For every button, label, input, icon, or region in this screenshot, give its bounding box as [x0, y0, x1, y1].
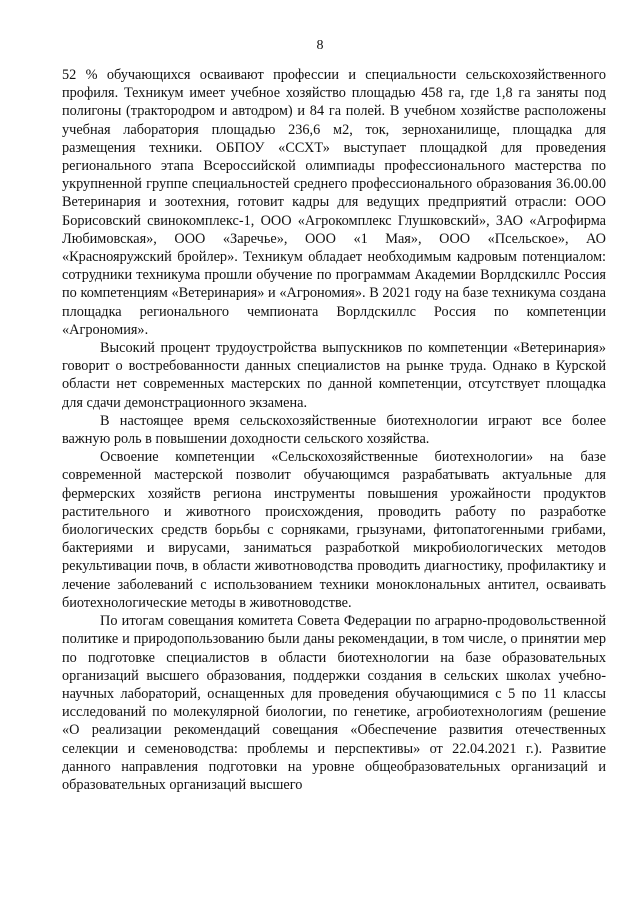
document-body	[62, 66, 606, 794]
paragraph-federation-council: По итогам совещания комитета Совета Федерации по аграрно-продовольственной политике и природопользованию были даны рекомендации, в том числе, о принятии мер по подготовке специалистов в области биотехнологии на базе образовательных организаций высшего образования, поддержки создания в сельских школах учебно-научных лабораторий, оснащенных для проведения обучающимися с 5 по 11 классы исследований по молекулярной биологии, по генетике, агробиотехнологиям (решение «О реализации рекомендаций совещания «Обеспечение развития отечественных селекции и семеноводства: проблемы и перспективы» от 22.04.2021 г.). Развитие данного направления подготовки на уровне общеобразовательных организаций и образовательных организаций высшего	[62, 613, 606, 793]
paragraph-employment: Высокий процент трудоустройства выпускников по компетенции «Ветеринария» говорит о востребованности данных специалистов на рынке труда. Однако в Курской области нет современных мастерских по данной компетенции, отсутствует площадка для сдачи демонстрационного экзамена.	[62, 340, 606, 411]
paragraph-continuation: 52 % обучающихся осваивают профессии и специальности сельскохозяйственного профиля. Техникум имеет учебное хозяйство площадью 458 га, где 1,8 га заняты под полигоны (трактородром и автодром) и 84 га полей. В учебном хозяйстве расположены учебная лаборатория площадью 236,6 м2, ток, зерноханилище, площадка для размещения техники. ОБПОУ «ССХТ» выступает площадкой для проведения регионального этапа Всероссийской олимпиады профессионального мастерства по укрупненной группе специальностей среднего профессионального образования 36.00.00 Ветеринария и зоотехния, готовит кадры для ведущих предприятий отрасли: ООО Борисовский свинокомплекс-1, ООО «Агрокомплекс Глушковский», ЗАО «Агрофирма Любимовская», ООО «Заречье», ООО «1 Мая», ООО «Псельское», АО «Краснояружский бройлер». Техникум обладает необходимым кадровым потенциалом: сотрудники техникума прошли обучение по программам Академии Ворлдскиллс Россия по компетенциям «Ветеринария» и «Агрономия». В 2021 году на базе техникума создана площадка регионального чемпионата Ворлдскиллс Россия по компетенции «Агрономия».	[62, 67, 606, 338]
page-number: 8	[316, 38, 324, 53]
paragraph-competence-mastery: Освоение компетенции «Сельскохозяйственные биотехнологии» на базе современной мастерской позволит обучающимся разрабатывать актуальные для фермерских хозяйств региона инструменты повышения урожайности продуктов растительного и животного происхождения, проводить работу по разработке биологических средств борьбы с сорняками, грызунами, фитопатогенными грибами, бактериями и вирусами, заниматься разработкой микробиологических методов рекультивации почв, в области животноводства проводить диагностику, профилактику и лечение заболеваний с использованием техники моноклональных антител, осваивать биотехнологические методы в животноводстве.	[62, 449, 606, 611]
paragraph-biotech-role: В настоящее время сельскохозяйственные биотехнологии играют все более важную роль в повышении доходности сельского хозяйства.	[62, 412, 606, 448]
